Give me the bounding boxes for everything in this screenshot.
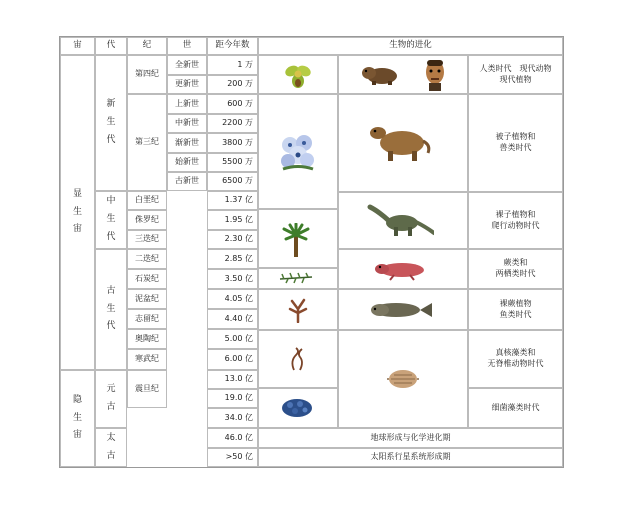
eon-phanerozoic: 显 生 宙 — [60, 55, 95, 370]
period-devonian: 泥盆纪 — [127, 289, 167, 309]
earth-formation-row: 地球形成与化学进化期 — [258, 428, 563, 448]
period-carboniferous: 石炭纪 — [127, 269, 167, 289]
stage-quaternary: 人类时代 现代动物 现代植物 — [468, 55, 563, 94]
human-head-icon — [424, 57, 446, 91]
eon-cryptozoic: 隐 生 宙 — [60, 370, 95, 467]
header-evolution: 生物的进化 — [258, 37, 563, 55]
years-cell: 3800 万 — [207, 133, 258, 153]
flower-cluster-icon — [278, 133, 318, 173]
years-cell: 13.0 亿 — [207, 370, 258, 389]
orchid-icon — [282, 59, 314, 91]
seaweed-icon — [288, 347, 308, 371]
header-eon: 宙 — [60, 37, 95, 55]
years-cell: 4.05 亿 — [207, 289, 258, 309]
period-silurian: 志留纪 — [127, 309, 167, 329]
header-period: 纪 — [127, 37, 167, 55]
era-proterozoic: 元 古 — [95, 370, 127, 428]
period-cambrian: 寒武纪 — [127, 349, 167, 370]
era-cenozoic: 新 生 代 — [95, 55, 127, 191]
amphibian-icon — [374, 259, 430, 281]
years-cell: 34.0 亿 — [207, 408, 258, 428]
stage-mesozoic: 裸子植物和 爬行动物时代 — [468, 192, 563, 249]
years-cell: 600 万 — [207, 94, 258, 114]
header-years: 距今年数 — [207, 37, 258, 55]
header-era: 代 — [95, 37, 127, 55]
years-cell: 4.40 亿 — [207, 309, 258, 329]
period-jurassic: 侏罗纪 — [127, 210, 167, 230]
algae-colony-icon — [280, 397, 314, 419]
trilobite-icon — [386, 367, 420, 391]
years-cell: >50 亿 — [207, 448, 258, 467]
sauropod-dinosaur-icon — [364, 203, 434, 237]
epoch-pleistocene: 更新世 — [167, 75, 207, 94]
years-cell: 2200 万 — [207, 114, 258, 133]
epoch-miocene: 中新世 — [167, 114, 207, 133]
gopher-icon — [360, 61, 402, 87]
epoch-paleocene: 古新世 — [167, 172, 207, 191]
hoofed-mammal-icon — [366, 123, 432, 163]
coral-icon — [286, 295, 310, 323]
epoch-holocene: 全新世 — [167, 55, 207, 75]
period-ordovician: 奥陶纪 — [127, 329, 167, 349]
epoch-pliocene: 上新世 — [167, 94, 207, 114]
stage-early-paleozoic: 真核藻类和 无脊椎动物时代 — [468, 330, 563, 388]
period-triassic: 三迭纪 — [127, 230, 167, 249]
header-epoch: 世 — [167, 37, 207, 55]
geologic-time-table — [59, 36, 564, 468]
stage-proterozoic: 细菌藻类时代 — [468, 388, 563, 428]
palm-tree-icon — [282, 223, 310, 259]
stage-devonian: 裸蕨植物 鱼类时代 — [468, 289, 563, 330]
years-cell: 1 万 — [207, 55, 258, 75]
era-mesozoic: 中 生 代 — [95, 191, 127, 249]
era-paleozoic: 古 生 代 — [95, 249, 127, 370]
solar-system-row: 太阳系行星系统形成期 — [258, 448, 563, 467]
animal-cell-quaternary — [338, 55, 468, 94]
fern-icon — [278, 271, 314, 285]
years-cell: 1.37 亿 — [207, 191, 258, 210]
epoch-oligocene: 渐新世 — [167, 133, 207, 153]
years-cell: 2.30 亿 — [207, 230, 258, 249]
stage-carboniferous: 蕨类和 两栖类时代 — [468, 249, 563, 289]
period-quaternary: 第四纪 — [127, 55, 167, 94]
period-permian: 二迭纪 — [127, 249, 167, 269]
years-cell: 1.95 亿 — [207, 210, 258, 230]
years-cell: 5500 万 — [207, 153, 258, 172]
years-cell: 6.00 亿 — [207, 349, 258, 370]
period-sinian: 震旦纪 — [127, 370, 167, 408]
era-archean: 太 古 — [95, 428, 127, 467]
years-cell: 5.00 亿 — [207, 329, 258, 349]
period-cretaceous: 白垩纪 — [127, 191, 167, 210]
years-cell: 2.85 亿 — [207, 249, 258, 269]
period-tertiary: 第三纪 — [127, 94, 167, 191]
stage-tertiary: 被子植物和 兽类时代 — [468, 94, 563, 192]
years-cell: 200 万 — [207, 75, 258, 94]
armored-fish-icon — [366, 299, 434, 321]
years-cell: 6500 万 — [207, 172, 258, 191]
years-cell: 46.0 亿 — [207, 428, 258, 448]
years-cell: 3.50 亿 — [207, 269, 258, 289]
years-cell: 19.0 亿 — [207, 389, 258, 408]
epoch-eocene: 始新世 — [167, 153, 207, 172]
